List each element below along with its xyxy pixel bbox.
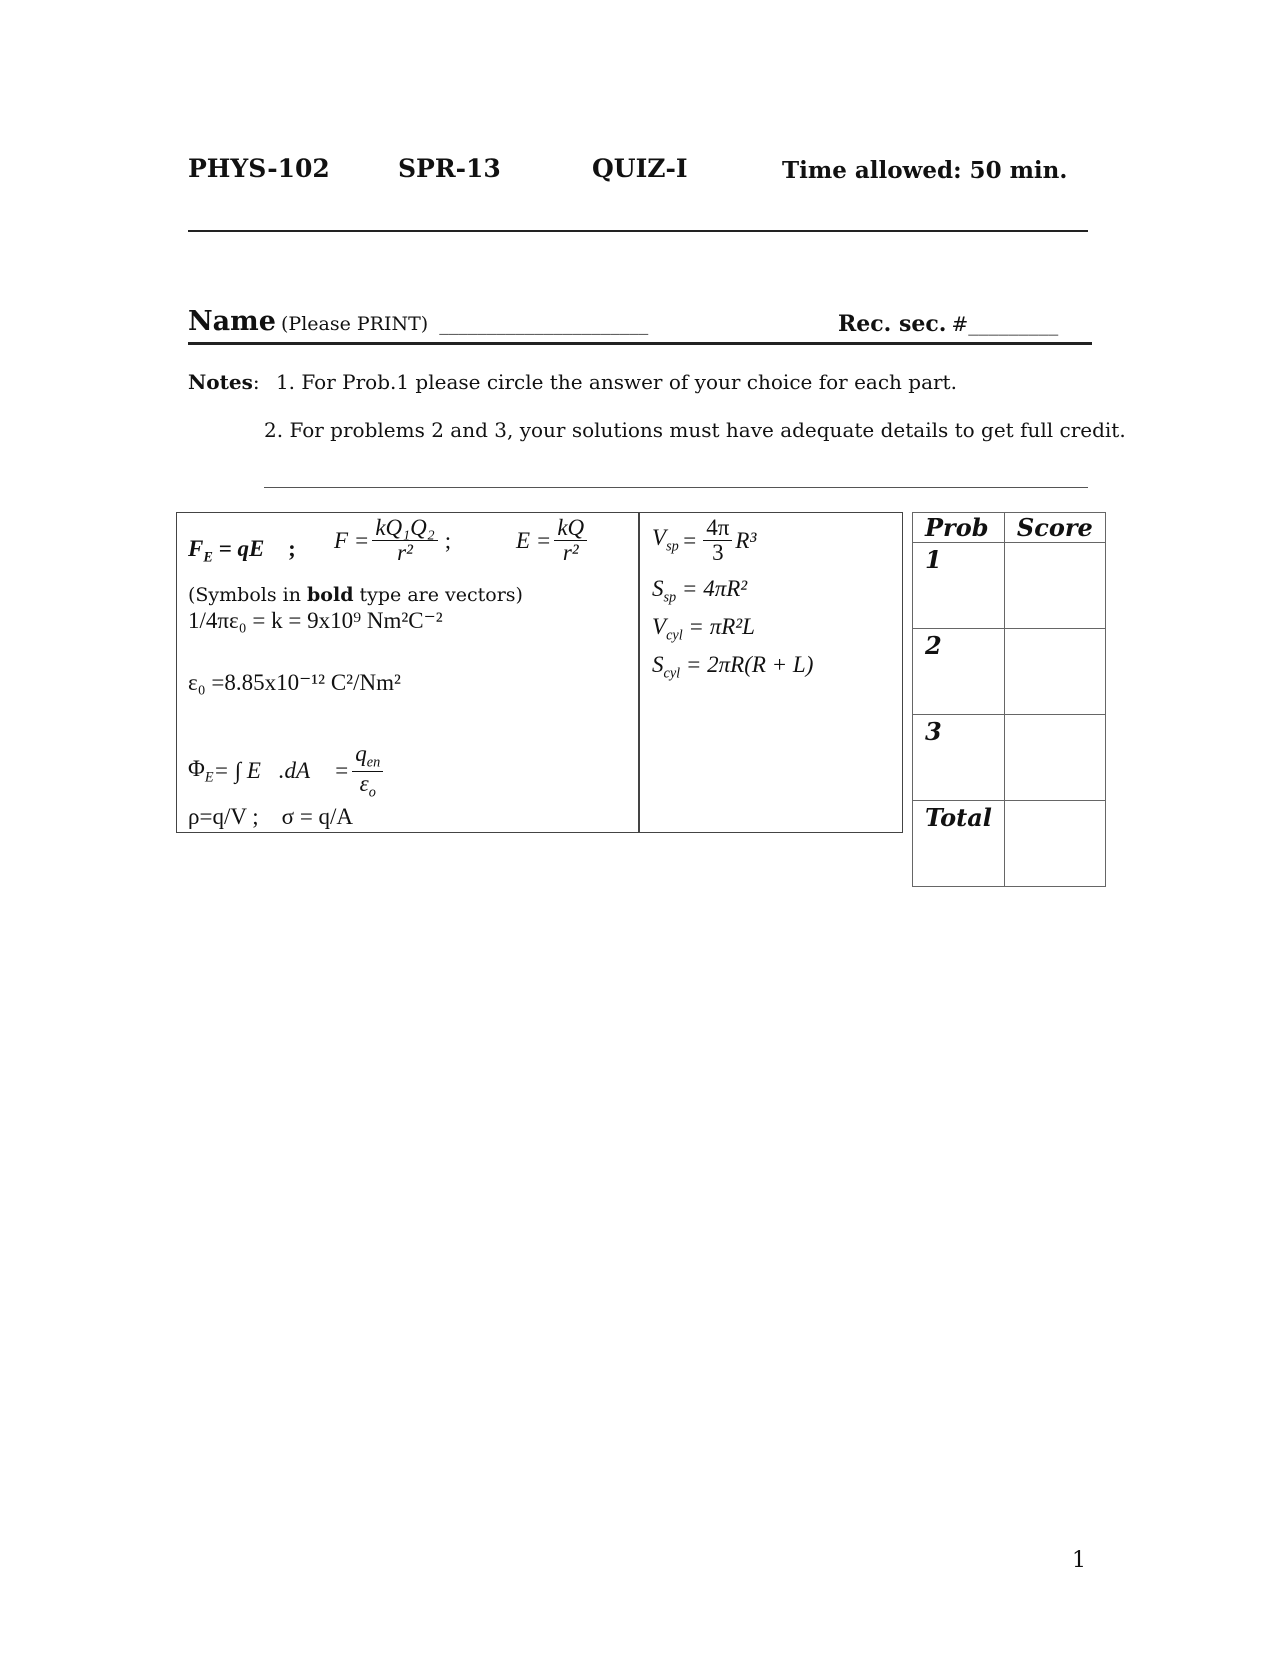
score-row — [913, 715, 1106, 801]
col-prob: Prob — [913, 513, 1005, 543]
epsilon-constant: ε₀ =8.85x10⁻¹² C²/Nm² — [188, 670, 401, 695]
quiz-title: QUIZ-I — [592, 154, 688, 183]
score-table — [912, 512, 1106, 887]
note-2: 2. For problems 2 and 3, your solutions must have adequate details to get full credit. — [264, 418, 1126, 442]
k-constant: 1/4πε₀ = k = 9x10⁹ Nm²C⁻² — [188, 608, 443, 633]
prob-label: 3 — [913, 715, 1005, 801]
prob-label: 2 — [913, 629, 1005, 715]
col-score: Score — [1004, 513, 1105, 543]
score-table-header — [913, 513, 1106, 543]
densities: ρ=q/V ; σ = q/A — [188, 804, 354, 829]
sphere-surface: $S_{sp} = 4\pi R^2$ — [652, 576, 748, 606]
rec-sec-blank[interactable]: #_________ — [951, 312, 1059, 336]
name-label: Name — [188, 306, 276, 337]
name-rule — [188, 342, 1092, 345]
term: SPR-13 — [398, 154, 501, 183]
note-1: 1. For Prob.1 please circle the answer of your choice for each part. — [275, 370, 957, 394]
score-cell[interactable] — [1004, 801, 1105, 887]
notes-line-1: Notes: 1. For Prob.1 please circle the answer of your choice for each part. — [188, 370, 957, 394]
rec-sec — [838, 311, 1058, 337]
score-cell[interactable] — [1004, 629, 1105, 715]
cylinder-surface: $S_{cyl} = 2\pi R(R + L)$ — [652, 652, 814, 682]
name-blank[interactable]: ______________________ — [439, 313, 649, 335]
bold-note: (Symbols in bold type are vectors) — [188, 584, 523, 606]
gauss-law-formula: $\Phi_E$ = ∫ E⃗.dA⃗ = $\frac{q_{en}}{\varepsilon_o}$ — [188, 742, 386, 800]
notes-rule — [264, 487, 1088, 488]
prob-label: Total — [913, 801, 1005, 887]
coulomb-formula: F = $\frac{\text{kQ₁Q₂}}{\text{r²}}$ ; — [334, 515, 452, 566]
page-number: 1 — [1072, 1548, 1086, 1573]
cylinder-volume: $V_{cyl} = \pi R^2L$ — [652, 614, 755, 644]
notes-label: Notes — [188, 370, 253, 394]
name-hint: (Please PRINT) — [281, 313, 429, 335]
prob-label: 1 — [913, 543, 1005, 629]
score-row — [913, 629, 1106, 715]
course-code: PHYS-102 — [188, 154, 330, 183]
score-row — [913, 801, 1106, 887]
field-formula: E = $\frac{kQ}{\text{r²}}$ — [516, 516, 590, 565]
header-rule — [188, 230, 1088, 232]
rec-sec-label: Rec. sec. — [838, 311, 947, 337]
time-allowed: Time allowed: 50 min. — [782, 157, 1068, 184]
score-cell[interactable] — [1004, 543, 1105, 629]
score-row — [913, 543, 1106, 629]
score-cell[interactable] — [1004, 715, 1105, 801]
sphere-volume: $V_{sp}$ = $\frac{4\pi}{3}$ R³ — [652, 515, 757, 566]
name-line — [188, 306, 648, 337]
force-field-formula: $F_E$ = qE ; — [188, 536, 296, 566]
